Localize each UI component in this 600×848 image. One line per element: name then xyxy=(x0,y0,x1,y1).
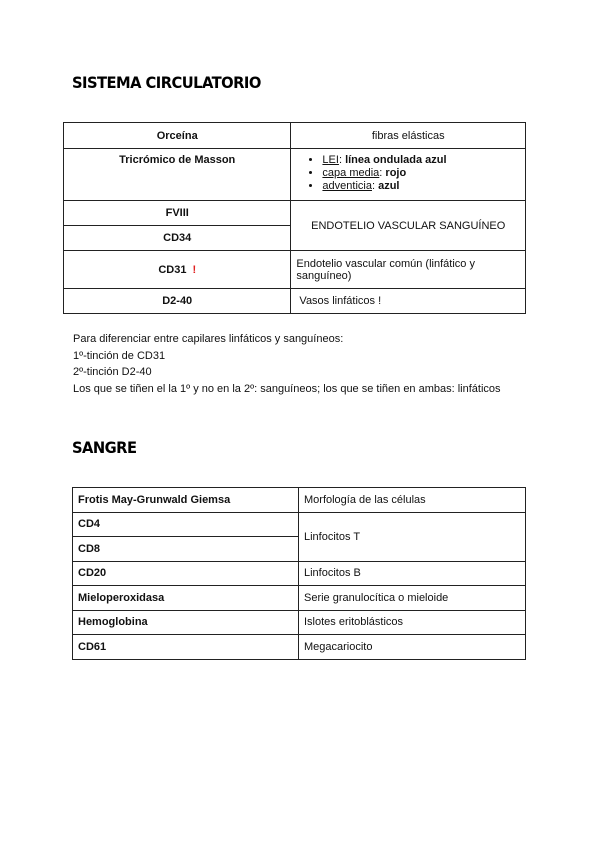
list-value: azul xyxy=(378,180,400,192)
stain-cell: CD61 xyxy=(73,635,299,660)
table-row xyxy=(73,635,526,660)
sangre-table xyxy=(72,487,526,660)
list-item xyxy=(322,180,519,193)
stain-cell: Hemoglobina xyxy=(73,610,299,635)
table-row xyxy=(73,586,526,611)
list-value: línea ondulada azul xyxy=(345,154,447,166)
stain-label: CD31 xyxy=(158,263,187,276)
list-term: capa media xyxy=(322,167,380,179)
result-cell: Linfocitos T xyxy=(299,512,526,561)
result-cell: ENDOTELIO VASCULAR SANGUÍNEO xyxy=(291,201,526,251)
result-cell: fibras elásticas xyxy=(291,123,526,149)
stain-cell: CD8 xyxy=(73,537,299,562)
stain-cell: CD4 xyxy=(73,512,299,537)
list-term: LEI xyxy=(322,154,339,166)
list-value: rojo xyxy=(385,167,407,179)
stain-cell: CD34 xyxy=(64,226,291,251)
result-cell: Islotes eritoblásticos xyxy=(299,610,526,635)
list-separator: : xyxy=(379,167,386,179)
table-row xyxy=(64,201,526,226)
table-row xyxy=(73,488,526,513)
table-row xyxy=(73,610,526,635)
result-cell: Serie granulocítica o mieloide xyxy=(299,586,526,611)
result-cell xyxy=(291,149,526,201)
result-cell: Megacariocito xyxy=(299,635,526,660)
stain-cell: FVIII xyxy=(64,201,291,226)
list-separator: : xyxy=(371,180,379,192)
section-title-sangre: SANGRE xyxy=(72,438,137,457)
result-cell: Morfología de las células xyxy=(299,488,526,513)
table-row xyxy=(64,149,526,201)
table-row xyxy=(73,512,526,537)
note-line: 2º-tinción D2-40 xyxy=(73,366,152,378)
result-cell: Vasos linfáticos ! xyxy=(291,289,526,314)
note-line: Para diferenciar entre capilares linfáticos y sanguíneos: xyxy=(73,333,344,345)
stain-cell: Orceína xyxy=(64,123,291,149)
note-line: 1º-tinción de CD31 xyxy=(73,349,166,362)
section-title-circulatorio: SISTEMA CIRCULATORIO xyxy=(72,73,261,92)
result-cell: Endotelio vascular común (linfático y sanguíneo) xyxy=(291,251,526,289)
stain-cell: Mieloperoxidasa xyxy=(73,586,299,611)
stain-cell xyxy=(64,251,291,289)
table-row xyxy=(64,251,526,289)
table-row xyxy=(64,123,526,149)
table-row xyxy=(64,289,526,314)
stain-cell: D2-40 xyxy=(64,289,291,314)
circulatorio-table xyxy=(63,122,526,314)
masson-list xyxy=(297,154,519,193)
note-block xyxy=(73,331,513,397)
stain-cell: Frotis May-Grunwald Giemsa xyxy=(73,488,299,513)
list-item xyxy=(322,154,519,167)
table-row xyxy=(73,561,526,586)
list-item xyxy=(322,167,519,180)
exclamation-icon: ! xyxy=(192,263,197,276)
stain-cell: Tricrómico de Masson xyxy=(64,149,291,201)
list-separator: : xyxy=(338,154,346,166)
note-line: Los que se tiñen el la 1º y no en la 2º: sanguíneos; los que se tiñen en ambas: linfáticos xyxy=(73,382,501,395)
result-cell: Linfocitos B xyxy=(299,561,526,586)
list-term: adventicia xyxy=(322,180,372,192)
stain-cell: CD20 xyxy=(73,561,299,586)
